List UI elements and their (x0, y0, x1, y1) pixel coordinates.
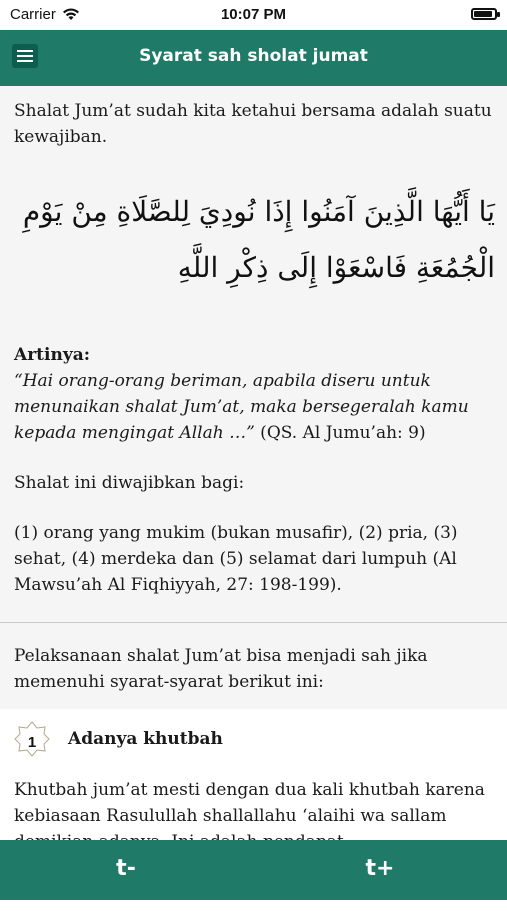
number-badge (14, 721, 50, 757)
badge-number: 1 (27, 734, 37, 751)
translation-quote: “Hai orang-orang beriman, apabila diseru untuk menunaikan shalat Jum’at, maka bersegeralah kamu kepada mengingat Allah …” (14, 371, 469, 443)
conditions-paragraph: (1) orang yang mukim (bukan musafir), (2) pria, (3) sehat, (4) merdeka dan (5) selamat dari lumpuh (Al Mawsu’ah Al Fiqhiyyah, 27: 198-199). (14, 523, 458, 595)
status-bar (0, 0, 507, 30)
carrier-label: Carrier (10, 6, 56, 23)
verse-reference: (QS. Al Jumu’ah: 9) (254, 423, 426, 443)
page-title: Syarat sah sholat jumat (139, 46, 368, 66)
translation-label: Artinya: (14, 345, 90, 365)
battery-icon (471, 8, 497, 20)
app-header (0, 30, 507, 86)
intro-paragraph: Shalat Jum’at sudah kita ketahui bersama adalah suatu kewajiban. (14, 101, 492, 147)
clock: 10:07 PM (220, 6, 287, 23)
obligation-paragraph: Shalat ini diwajibkan bagi: (14, 473, 245, 493)
increase-text-size-button[interactable]: t+ (365, 856, 395, 881)
requirement-body: Khutbah jum’at mesti dengan dua kali khutbah karena kebiasaan Rasulullah shallallahu ‘alaihi wa sallam (14, 780, 485, 826)
translation-text (14, 368, 493, 446)
arabic-verse: يَا أَيُّهَا الَّذِينَ آمَنُوا إِذَا نُودِيَ لِلصَّلَاةِ مِنْ يَوْمِ الْجُمُعَةِ فَاسْعَوْا إِلَى ذِكْرِ اللَّهِ (22, 195, 495, 284)
article-content[interactable] (0, 86, 507, 840)
requirement-title: Adanya khutbah (68, 729, 223, 749)
section-divider (0, 622, 507, 623)
requirements-intro: Pelaksanaan shalat Jum’at bisa menjadi sah jika memenuhi syarat-syarat berikut ini: (14, 646, 428, 692)
decrease-text-size-button[interactable]: t- (116, 856, 136, 881)
bottom-toolbar (0, 840, 507, 900)
requirement-header (14, 721, 493, 757)
